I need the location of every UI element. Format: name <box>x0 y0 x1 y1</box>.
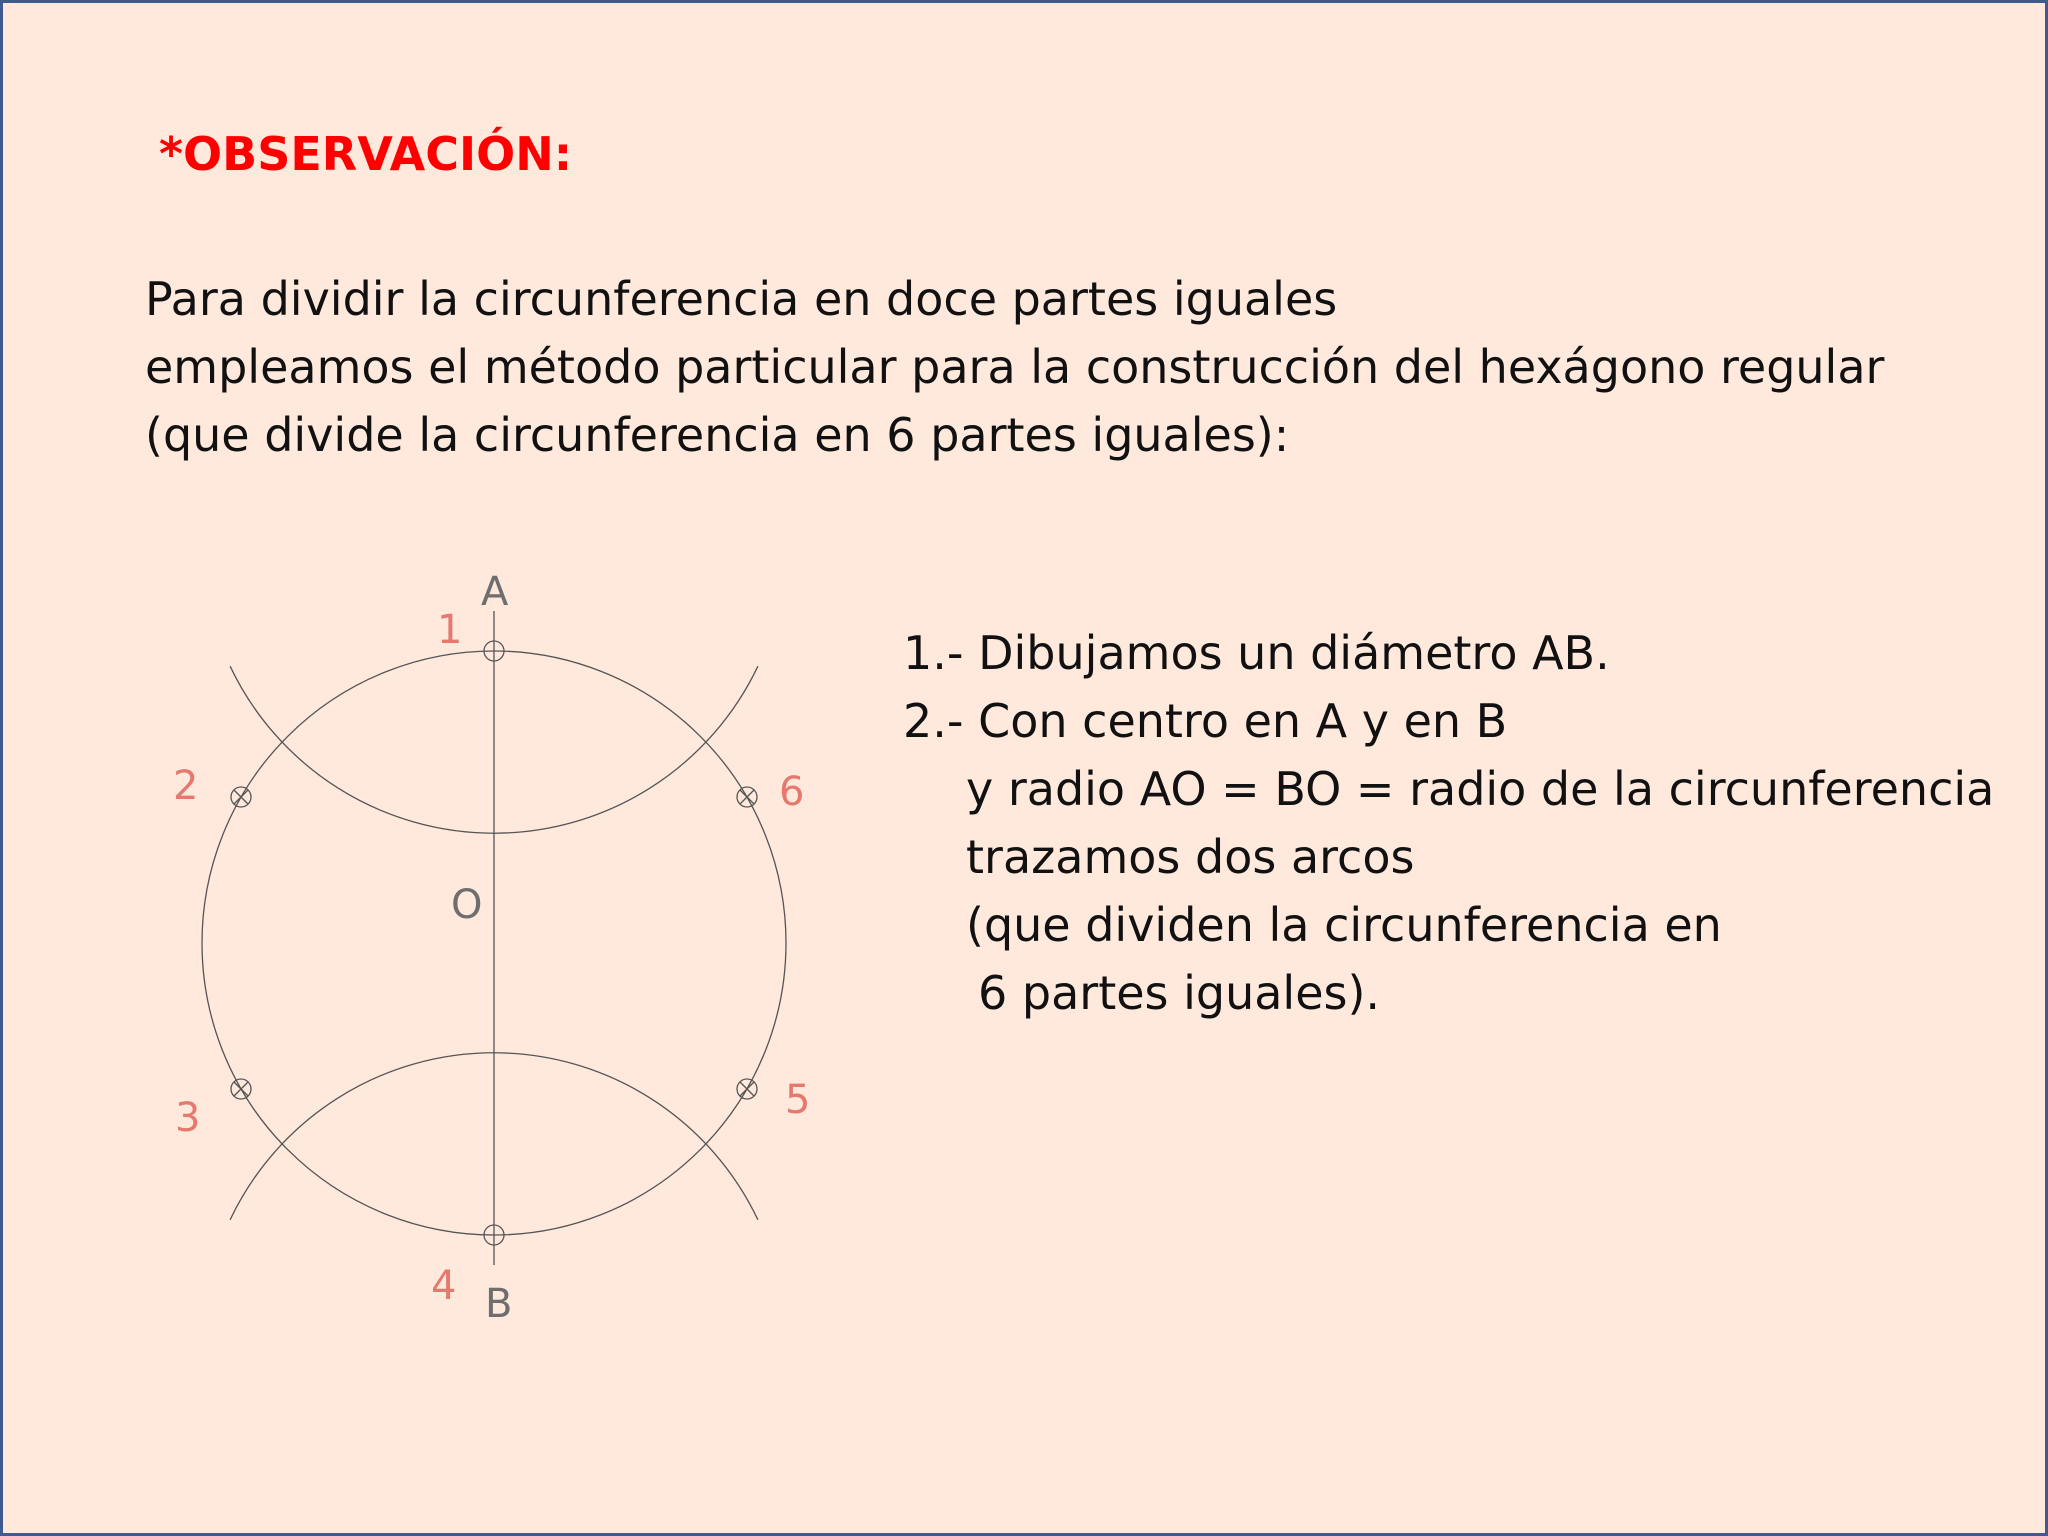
step-2-line-4: (que dividen la circunferencia en <box>966 898 1722 952</box>
step-2-line-5: 6 partes iguales). <box>978 966 1381 1020</box>
intro-paragraph <box>145 265 1965 469</box>
step-2-line-2: y radio AO = BO = radio de la circunferencia <box>966 762 1995 816</box>
label-o: O <box>451 882 483 928</box>
diagram-svg <box>143 543 863 1343</box>
point-label-2: 2 <box>173 763 199 809</box>
construction-steps <box>903 619 1994 1027</box>
point-label-5: 5 <box>785 1077 811 1123</box>
step-1: 1.- Dibujamos un diámetro AB. <box>903 626 1610 680</box>
point-marker-6 <box>737 787 757 807</box>
intro-line-1: Para dividir la circunferencia en doce partes iguales <box>145 272 1338 326</box>
circle-division-diagram <box>143 543 863 1343</box>
step-2: 2.- Con centro en A y en B <box>903 694 1508 748</box>
point-label-6: 6 <box>779 769 805 815</box>
point-label-1: 1 <box>437 607 463 653</box>
step-2-line-3: trazamos dos arcos <box>966 830 1415 884</box>
point-marker-2 <box>231 787 251 807</box>
intro-line-3: (que divide la circunferencia en 6 partes iguales): <box>145 408 1290 462</box>
point-label-4: 4 <box>431 1263 457 1309</box>
point-label-3: 3 <box>175 1095 201 1141</box>
label-a: A <box>481 569 509 615</box>
point-marker-5 <box>737 1079 757 1099</box>
label-b: B <box>485 1281 513 1327</box>
point-marker-3 <box>231 1079 251 1099</box>
intro-line-2: empleamos el método particular para la construcción del hexágono regular <box>145 340 1885 394</box>
observation-title: *OBSERVACIÓN: <box>159 127 573 181</box>
